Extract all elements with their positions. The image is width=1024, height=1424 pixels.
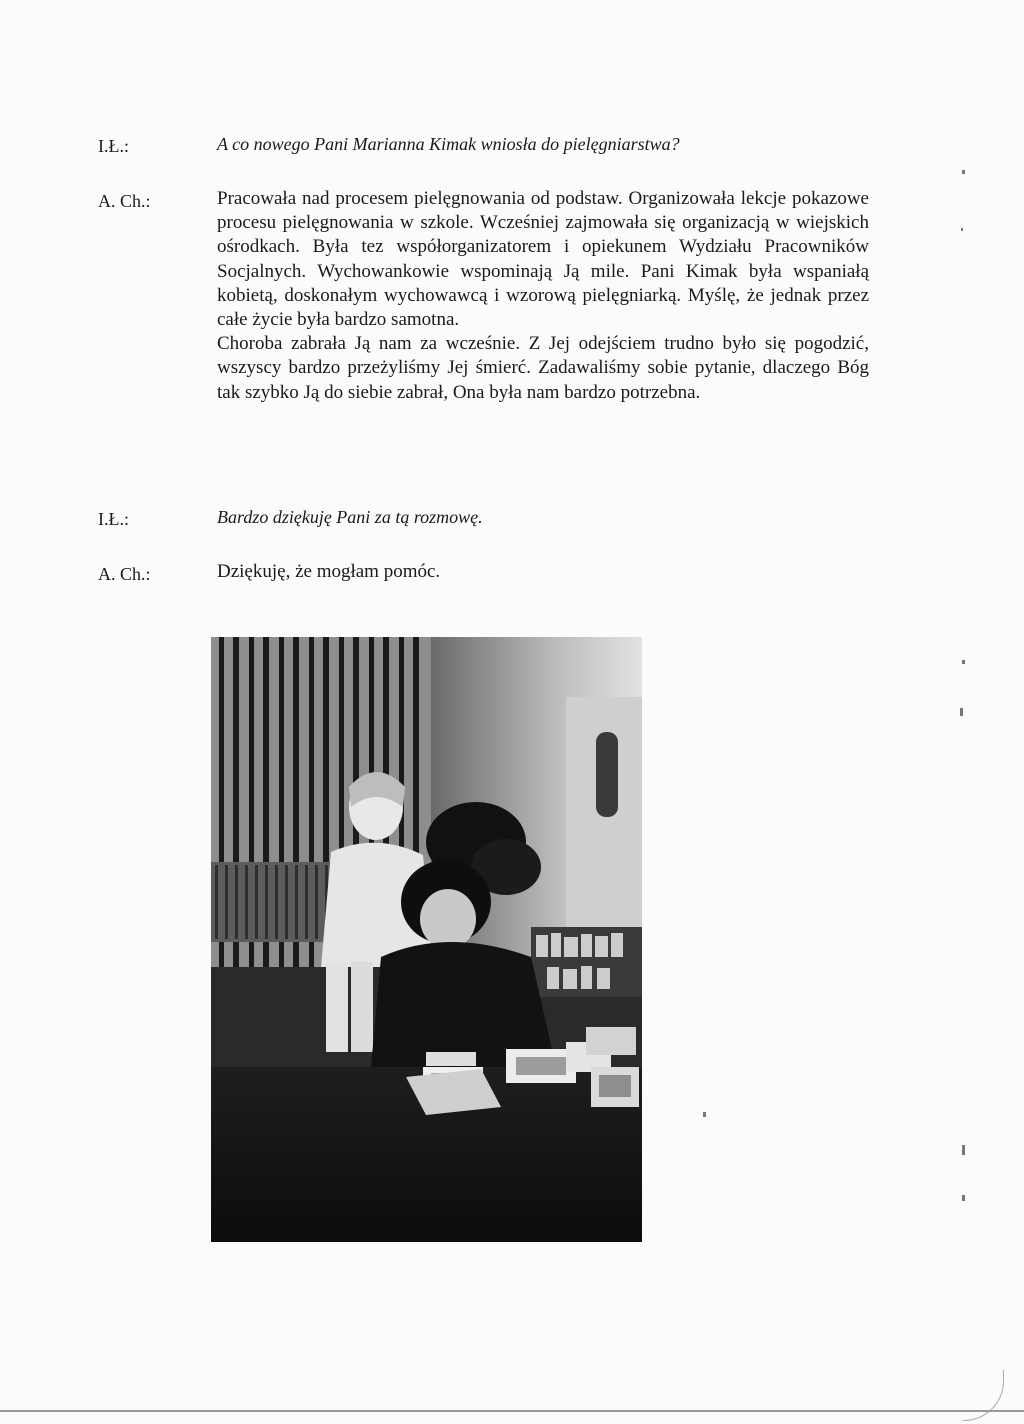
page-edge-curve xyxy=(963,1370,1004,1421)
question-text: A co nowego Pani Marianna Kimak wniosła do pielęgniarstwa? xyxy=(217,134,680,154)
scan-speck xyxy=(962,1145,965,1155)
scan-speck xyxy=(962,660,965,664)
question-text: Bardzo dziękuję Pani za tą rozmowę. xyxy=(217,507,483,527)
answer-paragraph: Dziękuję, że mogłam pomóc. xyxy=(217,561,441,582)
scan-speck xyxy=(961,228,963,231)
respondent-answer xyxy=(217,187,869,405)
speaker-label: I.Ł.: xyxy=(98,136,129,156)
speaker-label: A. Ch.: xyxy=(98,191,151,211)
scan-speck xyxy=(703,1112,706,1117)
speaker-label: A. Ch.: xyxy=(98,564,151,584)
scan-bottom-edge xyxy=(0,1410,1024,1412)
photograph xyxy=(211,637,642,1242)
photograph-icon xyxy=(211,637,642,1242)
answer-paragraph: Choroba zabrała Ją nam za wcześnie. Z Jej odejściem trudno było się pogodzić, wszyscy bardzo przeżyliśmy Jej śmierć. Zadawaliśmy sobie pytanie, dlaczego Bóg tak szybko Ją do siebie zabrał, Ona była nam bardzo potrzebna. xyxy=(217,333,869,403)
interviewer-question xyxy=(217,505,869,529)
speaker-label: I.Ł.: xyxy=(98,509,129,529)
scan-speck xyxy=(962,1195,965,1201)
scan-speck xyxy=(960,708,963,716)
respondent-answer xyxy=(217,560,869,584)
scan-speck xyxy=(962,170,965,174)
answer-paragraph: Pracowała nad procesem pielęgnowania od podstaw. Organizowała lekcje pokazowe procesu pielęgnowania w szkole. Wcześniej zajmowała się organizacją w wiejskich ośrodkach. Była tez współorganizatorem i opiekunem Wydziału Pracowników Socjalnych. Wychowankowie wspominają Ją mile. Pani Kimak była wspaniałą kobietą, doskonałym wychowawcą i wzorową pielęgniarką. Myślę, że jednak przez całe życie była bardzo samotna. xyxy=(217,188,869,331)
interviewer-question xyxy=(217,132,869,156)
